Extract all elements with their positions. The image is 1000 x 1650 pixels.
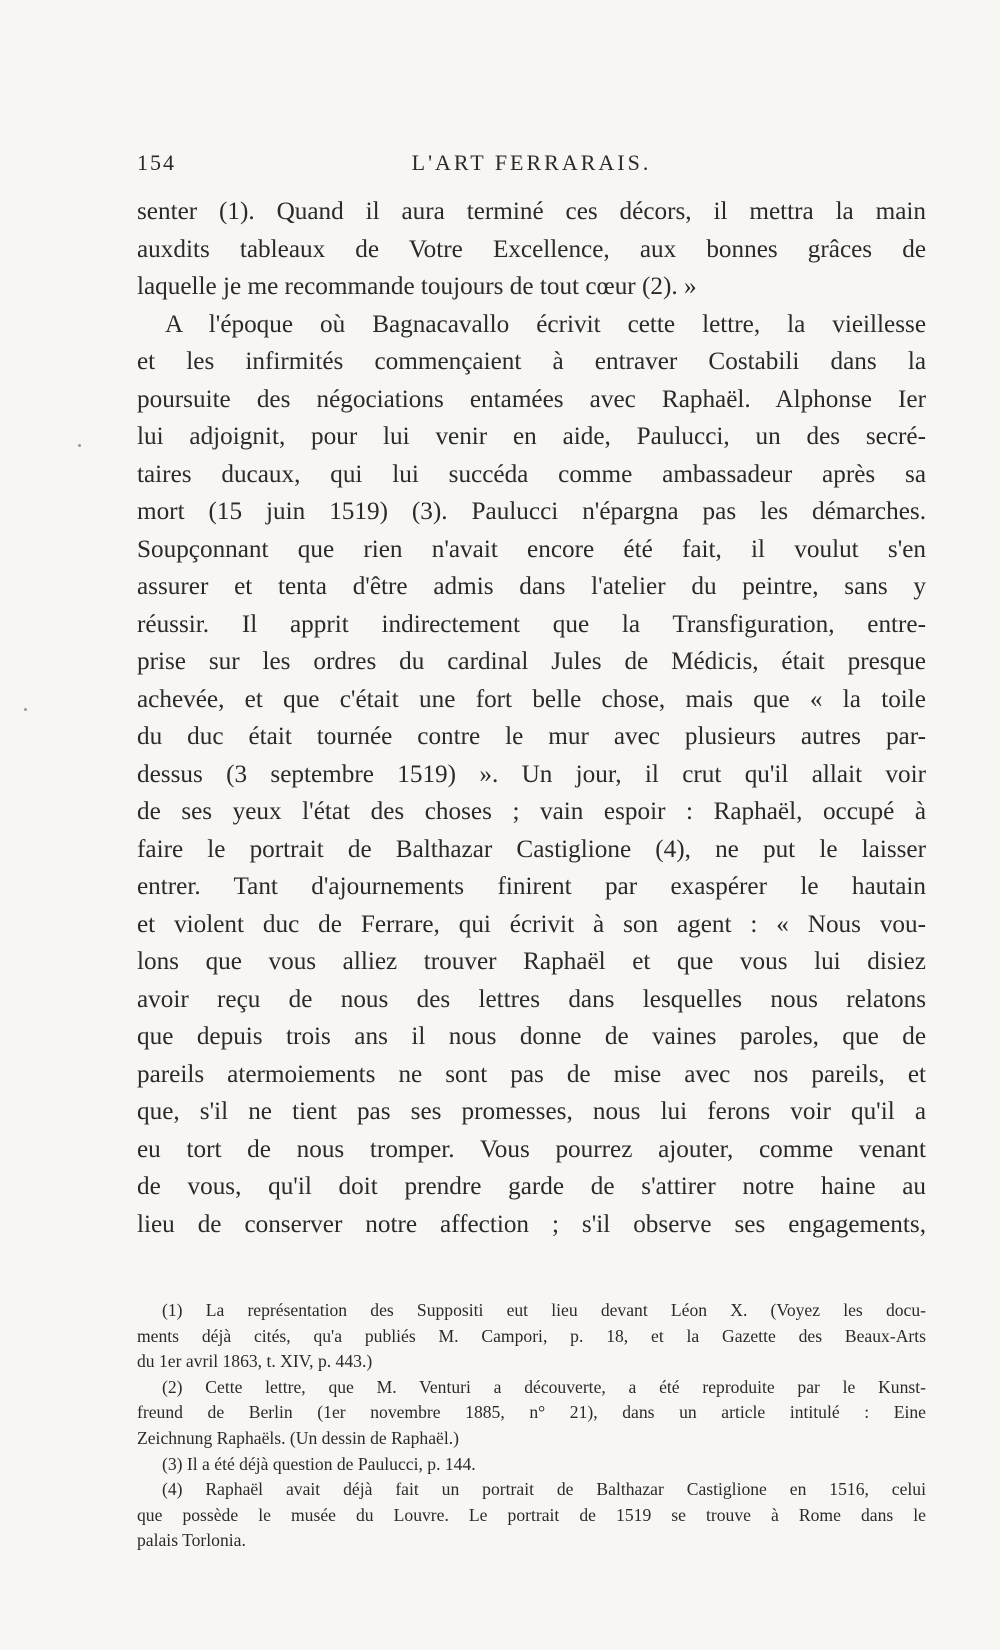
footnote-line: palais Torlonia.: [137, 1530, 246, 1551]
text-line: dessus (3 septembre 1519) ». Un jour, il crut qu'il allait voir: [137, 760, 926, 788]
text-line: que, s'il ne tient pas ses promesses, nous lui ferons voir qu'il a: [137, 1098, 926, 1125]
text-line: A l'époque où Bagnacavallo écrivit cette lettre, la vieillesse: [165, 310, 926, 338]
running-head: [137, 150, 926, 180]
footnote-line: (3) Il a été déjà question de Paulucci, p. 144.: [162, 1453, 476, 1474]
footnote-line: Zeichnung Raphaëls. (Un dessin de Raphaël.): [137, 1427, 459, 1448]
paper-speck: [24, 708, 27, 711]
text-line: réussir. Il apprit indirectement que la Transfiguration, entre-: [137, 610, 926, 638]
text-line: lons que vous alliez trouver Raphaël et que vous lui disiez: [137, 948, 926, 975]
text-line: de vous, qu'il doit prendre garde de s'attirer notre haine au: [137, 1173, 926, 1200]
page-number: 154: [137, 150, 176, 175]
text-line: mort (15 juin 1519) (3). Paulucci n'épargna pas les démarches.: [137, 498, 926, 525]
text-line: laquelle je me recommande toujours de tout cœur (2). »: [137, 273, 697, 300]
footnote-line: que possède le musée du Louvre. Le portrait de 1519 se trouve à Rome dans le: [137, 1504, 926, 1525]
text-line: prise sur les ordres du cardinal Jules de Médicis, était presque: [137, 648, 926, 675]
text-line: que depuis trois ans il nous donne de vaines paroles, que de: [137, 1023, 926, 1050]
text-line: de ses yeux l'état des choses ; vain espoir : Raphaël, occupé à: [137, 798, 926, 825]
text-line: du duc était tournée contre le mur avec plusieurs autres par-: [137, 723, 926, 750]
text-line: achevée, et que c'était une fort belle chose, mais que « la toile: [137, 685, 926, 713]
text-line: et violent duc de Ferrare, qui écrivit à son agent : « Nous vou-: [137, 910, 926, 938]
text-line: auxdits tableaux de Votre Excellence, aux bonnes grâces de: [137, 235, 926, 263]
text-line: taires ducaux, qui lui succéda comme ambassadeur après sa: [137, 460, 926, 488]
text-line: poursuite des négociations entamées avec Raphaël. Alphonse Ier: [137, 385, 926, 413]
text-line: faire le portrait de Balthazar Castiglione (4), ne put le laisser: [137, 835, 926, 863]
footnote-line: freund de Berlin (1er novembre 1885, n° 21), dans un article intitulé : Eine: [137, 1402, 926, 1423]
main-text: [137, 193, 926, 1243]
footnote-line: (4) Raphaël avait déjà fait un portrait de Balthazar Castiglione en 1516, celui: [162, 1479, 926, 1500]
text-line: pareils atermoiements ne sont pas de mise avec nos pareils, et: [137, 1060, 926, 1088]
paper-speck: [78, 444, 81, 447]
footnotes: [137, 1298, 926, 1554]
text-line: assurer et tenta d'être admis dans l'atelier du peintre, sans y: [137, 573, 926, 600]
text-line: lui adjoignit, pour lui venir en aide, Paulucci, un des secré-: [137, 423, 926, 450]
text-line: senter (1). Quand il aura terminé ces décors, il mettra la main: [137, 198, 926, 225]
text-line: et les infirmités commençaient à entraver Costabili dans la: [137, 348, 926, 375]
footnote-line: du 1er avril 1863, t. XIV, p. 443.): [137, 1351, 373, 1372]
footnote-line: (1) La représentation des Suppositi eut lieu devant Léon X. (Voyez les docu-: [162, 1300, 926, 1320]
text-line: lieu de conserver notre affection ; s'il observe ses engagements,: [137, 1210, 926, 1238]
text-line: Soupçonnant que rien n'avait encore été fait, il voulut s'en: [137, 535, 926, 563]
text-line: eu tort de nous tromper. Vous pourrez ajouter, comme venant: [137, 1135, 926, 1163]
text-line: avoir reçu de nous des lettres dans lesquelles nous relatons: [137, 985, 926, 1013]
footnote-line: ments déjà cités, qu'a publiés M. Campori, p. 18, et la Gazette des Beaux-Arts: [137, 1325, 926, 1346]
text-line: entrer. Tant d'ajournements finirent par exaspérer le hautain: [137, 873, 926, 900]
footnote-line: (2) Cette lettre, que M. Venturi a découverte, a été reproduite par le Kunst-: [162, 1376, 926, 1397]
running-title: L'ART FERRARAIS.: [411, 150, 652, 175]
